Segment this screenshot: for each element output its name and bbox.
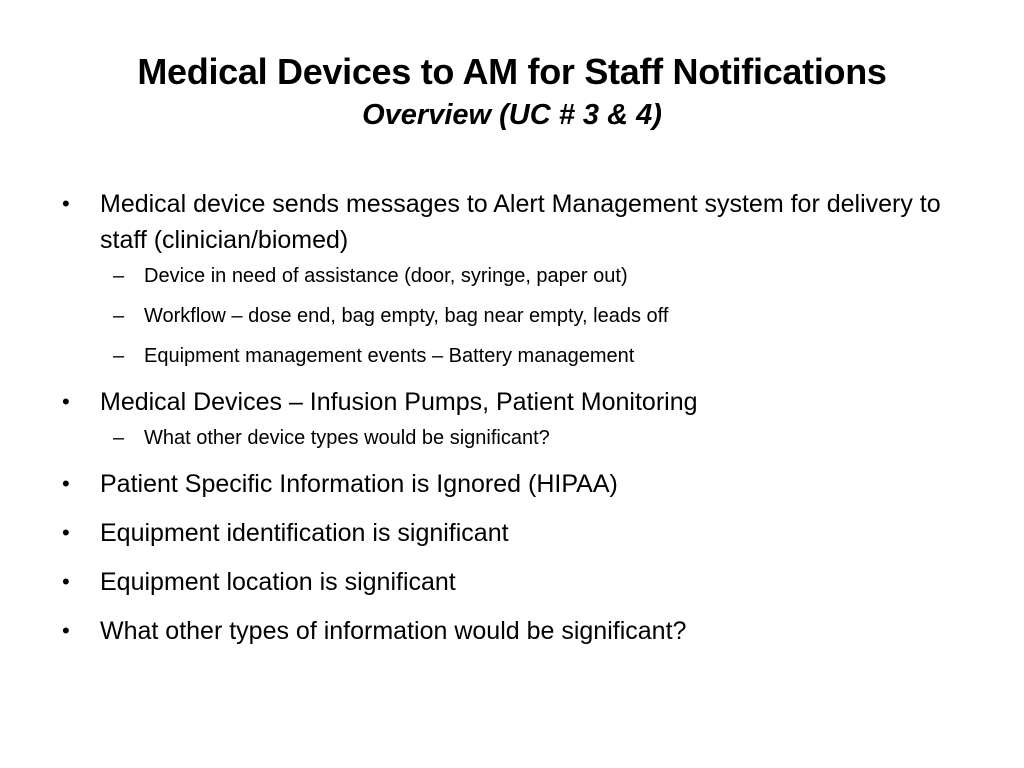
bullet-marker: • <box>62 520 70 545</box>
bullet-item <box>62 186 962 258</box>
bullet-marker: • <box>62 471 70 496</box>
sub-bullet-text: Device in need of assistance (door, syringe, paper out) <box>144 265 628 287</box>
bullet-text: Equipment location is significant <box>100 568 456 596</box>
bullet-text: Medical device sends messages to Alert Management system for delivery to staff (clinician/biomed) <box>100 190 941 254</box>
sub-bullet-text: Workflow – dose end, bag empty, bag near empty, leads off <box>144 305 669 327</box>
sub-bullet-item <box>113 302 962 330</box>
sub-bullet-item <box>113 424 962 452</box>
bullet-list <box>62 186 962 662</box>
slide-subtitle: Overview (UC # 3 & 4) <box>362 99 662 131</box>
bullet-marker: • <box>62 569 70 594</box>
bullet-item <box>62 515 962 551</box>
bullet-item <box>62 613 962 649</box>
sub-bullet-item <box>113 342 962 370</box>
sub-bullet-text: What other device types would be significant? <box>144 427 550 449</box>
bullet-item <box>62 466 962 502</box>
sub-bullet-marker: – <box>113 305 125 327</box>
bullet-marker: • <box>62 389 70 414</box>
bullet-marker: • <box>62 191 70 216</box>
sub-bullet-text: Equipment management events – Battery management <box>144 345 635 367</box>
sub-bullet-marker: – <box>113 427 125 449</box>
slide-title: Medical Devices to AM for Staff Notifications <box>137 51 887 92</box>
bullet-text: Equipment identification is significant <box>100 519 509 547</box>
bullet-item <box>62 564 962 600</box>
sub-bullet-item <box>113 262 962 290</box>
bullet-item <box>62 384 962 420</box>
bullet-text: Medical Devices – Infusion Pumps, Patient Monitoring <box>100 388 698 416</box>
sub-bullet-marker: – <box>113 265 125 287</box>
bullet-text: Patient Specific Information is Ignored (HIPAA) <box>100 470 618 498</box>
bullet-marker: • <box>62 618 70 643</box>
sub-bullet-marker: – <box>113 345 125 367</box>
title-block <box>50 48 974 134</box>
bullet-text: What other types of information would be significant? <box>100 617 687 645</box>
